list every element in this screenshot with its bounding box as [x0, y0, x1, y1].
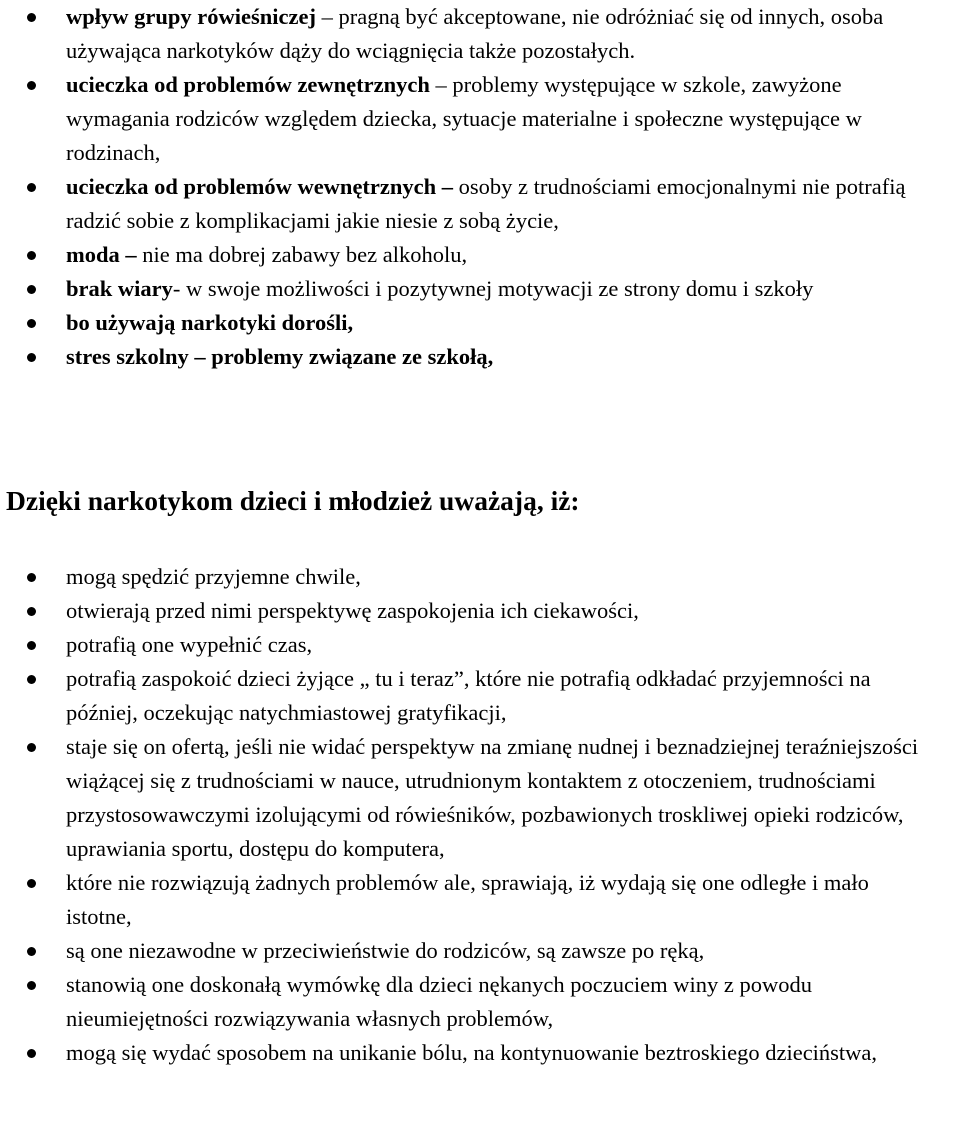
list-item	[0, 238, 960, 272]
list-item	[0, 968, 960, 1036]
item-bold-text: stres szkolny – problemy związane ze szkołą,	[66, 344, 494, 369]
list-item	[0, 730, 960, 866]
item-text: które nie rozwiązują żadnych problemów ale, sprawiają, iż wydają się one odległe i mało istotne,	[66, 870, 869, 929]
beliefs-list	[0, 560, 960, 1070]
item-text: osoby z trudnościami emocjonalnymi nie potrafią radzić sobie z komplikacjami jakie niesie z sobą życie,	[66, 174, 906, 233]
item-text: – pragną być akceptowane, nie odróżniać się od innych, osoba używająca narkotyków dąży do wciągnięcia także pozostałych.	[66, 4, 884, 63]
item-bold-text: ucieczka od problemów zewnętrznych	[66, 72, 430, 97]
bullet-icon	[27, 607, 36, 616]
item-text: otwierają przed nimi perspektywę zaspokojenia ich ciekawości,	[66, 598, 639, 623]
bullet-icon	[27, 285, 36, 294]
bullet-icon	[27, 573, 36, 582]
list-item	[0, 866, 960, 934]
item-bold-text: bo używają narkotyki dorośli,	[66, 310, 354, 335]
list-item	[0, 170, 960, 238]
list-item	[0, 272, 960, 306]
bullet-icon	[27, 183, 36, 192]
bullet-icon	[27, 319, 36, 328]
item-text: – problemy występujące w szkole, zawyżone wymagania rodziców względem dziecka, sytuacje materialne i społeczne występujące w rodzinach,	[66, 72, 862, 165]
list-item	[0, 934, 960, 968]
bullet-icon	[27, 879, 36, 888]
list-item	[0, 560, 960, 594]
bullet-icon	[27, 641, 36, 650]
list-item	[0, 306, 960, 340]
list-item	[0, 340, 960, 374]
list-item	[0, 594, 960, 628]
bullet-icon	[27, 675, 36, 684]
bullet-icon	[27, 81, 36, 90]
item-text: nie ma dobrej zabawy bez alkoholu,	[136, 242, 468, 267]
list-item	[0, 662, 960, 730]
section-heading: Dzięki narkotykom dzieci i młodzież uważają, iż:	[6, 485, 580, 516]
item-bold-text: ucieczka od problemów wewnętrznych –	[66, 174, 454, 199]
list-item	[0, 628, 960, 662]
item-text: staje się on ofertą, jeśli nie widać perspektyw na zmianę nudnej i beznadziejnej teraźniejszości wiążącej się z trudnościami w nauce, utrudnionym kontaktem z otoczeniem, trudnościami przystosowawczymi izolującymi od rówieśników, pozbawionych troskliwej opieki rodziców, uprawiania sportu, dostępu do komputera,	[66, 734, 919, 861]
item-bold-text: brak wiary	[66, 276, 173, 301]
item-bold-text: moda –	[66, 242, 137, 267]
list-item	[0, 1036, 960, 1070]
item-text: mogą spędzić przyjemne chwile,	[66, 564, 361, 589]
item-text: mogą się wydać sposobem na unikanie bólu, na kontynuowanie beztroskiego dzieciństwa,	[66, 1040, 878, 1065]
bullet-icon	[27, 251, 36, 260]
bullet-icon	[27, 1049, 36, 1058]
list-item	[0, 0, 960, 68]
item-text: - w swoje możliwości i pozytywnej motywacji ze strony domu i szkoły	[172, 276, 814, 301]
item-text: potrafią one wypełnić czas,	[66, 632, 313, 657]
item-bold-text: wpływ grupy rówieśniczej	[66, 4, 316, 29]
list-item	[0, 68, 960, 170]
item-text: potrafią zaspokoić dzieci żyjące „ tu i teraz”, które nie potrafią odkładać przyjemności na później, oczekując natychmiastowej gratyfikacji,	[66, 666, 871, 725]
bullet-icon	[27, 743, 36, 752]
bullet-icon	[27, 981, 36, 990]
bullet-icon	[27, 353, 36, 362]
bullet-icon	[27, 947, 36, 956]
reasons-list	[0, 0, 960, 374]
item-text: są one niezawodne w przeciwieństwie do rodziców, są zawsze po ręką,	[66, 938, 705, 963]
bullet-icon	[27, 13, 36, 22]
item-text: stanowią one doskonałą wymówkę dla dzieci nękanych poczuciem winy z powodu nieumiejętności rozwiązywania własnych problemów,	[66, 972, 813, 1031]
